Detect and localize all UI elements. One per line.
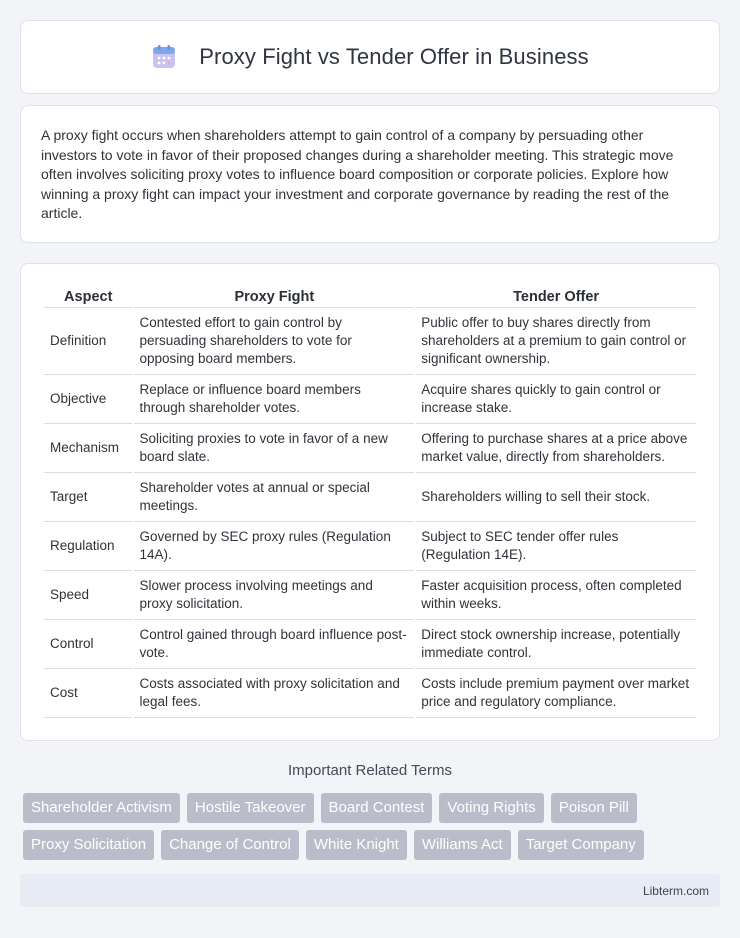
page-title: Proxy Fight vs Tender Offer in Business — [199, 44, 589, 69]
cell-tender: Costs include premium payment over market price and regulatory compliance. — [416, 669, 696, 718]
cell-tender: Offering to purchase shares at a price above market value, directly from shareholders. — [416, 424, 696, 473]
cell-aspect: Mechanism — [44, 424, 132, 473]
cell-proxy: Costs associated with proxy solicitation and legal fees. — [134, 669, 414, 718]
table-row — [44, 571, 696, 620]
header-aspect: Aspect — [44, 282, 132, 308]
footer-site-link[interactable]: Libterm.com — [642, 883, 709, 898]
tag-target-company[interactable]: Target Company — [518, 830, 644, 860]
cell-tender: Subject to SEC tender offer rules (Regulation 14E). — [416, 522, 696, 571]
tag-shareholder-activism[interactable]: Shareholder Activism — [23, 793, 180, 823]
calendar-icon — [151, 44, 177, 70]
cell-proxy: Shareholder votes at annual or special meetings. — [134, 473, 414, 522]
table-row — [44, 375, 696, 424]
cell-aspect: Cost — [44, 669, 132, 718]
cell-proxy: Control gained through board influence post-vote. — [134, 620, 414, 669]
cell-proxy: Slower process involving meetings and proxy solicitation. — [134, 571, 414, 620]
cell-proxy: Soliciting proxies to vote in favor of a new board slate. — [134, 424, 414, 473]
header-card — [20, 20, 720, 94]
table-header-row — [44, 282, 696, 308]
tag-voting-rights[interactable]: Voting Rights — [439, 793, 543, 823]
intro-card — [20, 105, 720, 243]
tag-row — [23, 793, 723, 823]
cell-tender: Shareholders willing to sell their stock. — [416, 473, 696, 522]
table-row — [44, 308, 696, 375]
footer — [20, 874, 720, 907]
tag-white-knight[interactable]: White Knight — [306, 830, 407, 860]
header-tender-offer: Tender Offer — [416, 282, 696, 308]
cell-tender: Acquire shares quickly to gain control or increase stake. — [416, 375, 696, 424]
cell-tender: Faster acquisition process, often completed within weeks. — [416, 571, 696, 620]
table-row — [44, 424, 696, 473]
related-terms-list — [23, 793, 723, 867]
comparison-table-card — [20, 263, 720, 741]
cell-proxy: Contested effort to gain control by persuading shareholders to vote for opposing board members. — [134, 308, 414, 375]
tag-poison-pill[interactable]: Poison Pill — [551, 793, 637, 823]
tag-change-of-control[interactable]: Change of Control — [161, 830, 299, 860]
header-proxy-fight: Proxy Fight — [134, 282, 414, 308]
tag-board-contest[interactable]: Board Contest — [321, 793, 433, 823]
table-row — [44, 620, 696, 669]
intro-paragraph: A proxy fight occurs when shareholders attempt to gain control of a company by persuading other investors to vote in favor of their proposed changes during a shareholder meeting. This strategic move often involves soliciting proxy votes to influence board composition or corporate policies. Explore how winning a proxy fight can impact your investment and corporate governance by reading the rest of the article. — [41, 127, 674, 221]
cell-aspect: Definition — [44, 308, 132, 375]
tag-williams-act[interactable]: Williams Act — [414, 830, 511, 860]
comparison-table — [42, 282, 698, 718]
table-row — [44, 669, 696, 718]
cell-tender: Direct stock ownership increase, potentially immediate control. — [416, 620, 696, 669]
cell-proxy: Governed by SEC proxy rules (Regulation 14A). — [134, 522, 414, 571]
related-terms-title: Important Related Terms — [288, 762, 452, 779]
cell-proxy: Replace or influence board members through shareholder votes. — [134, 375, 414, 424]
table-row — [44, 522, 696, 571]
cell-aspect: Speed — [44, 571, 132, 620]
tag-proxy-solicitation[interactable]: Proxy Solicitation — [23, 830, 154, 860]
table-row — [44, 473, 696, 522]
cell-tender: Public offer to buy shares directly from shareholders at a premium to gain control or significant ownership. — [416, 308, 696, 375]
cell-aspect: Regulation — [44, 522, 132, 571]
tag-hostile-takeover[interactable]: Hostile Takeover — [187, 793, 314, 823]
tag-row — [23, 830, 723, 860]
cell-aspect: Objective — [44, 375, 132, 424]
cell-aspect: Target — [44, 473, 132, 522]
cell-aspect: Control — [44, 620, 132, 669]
